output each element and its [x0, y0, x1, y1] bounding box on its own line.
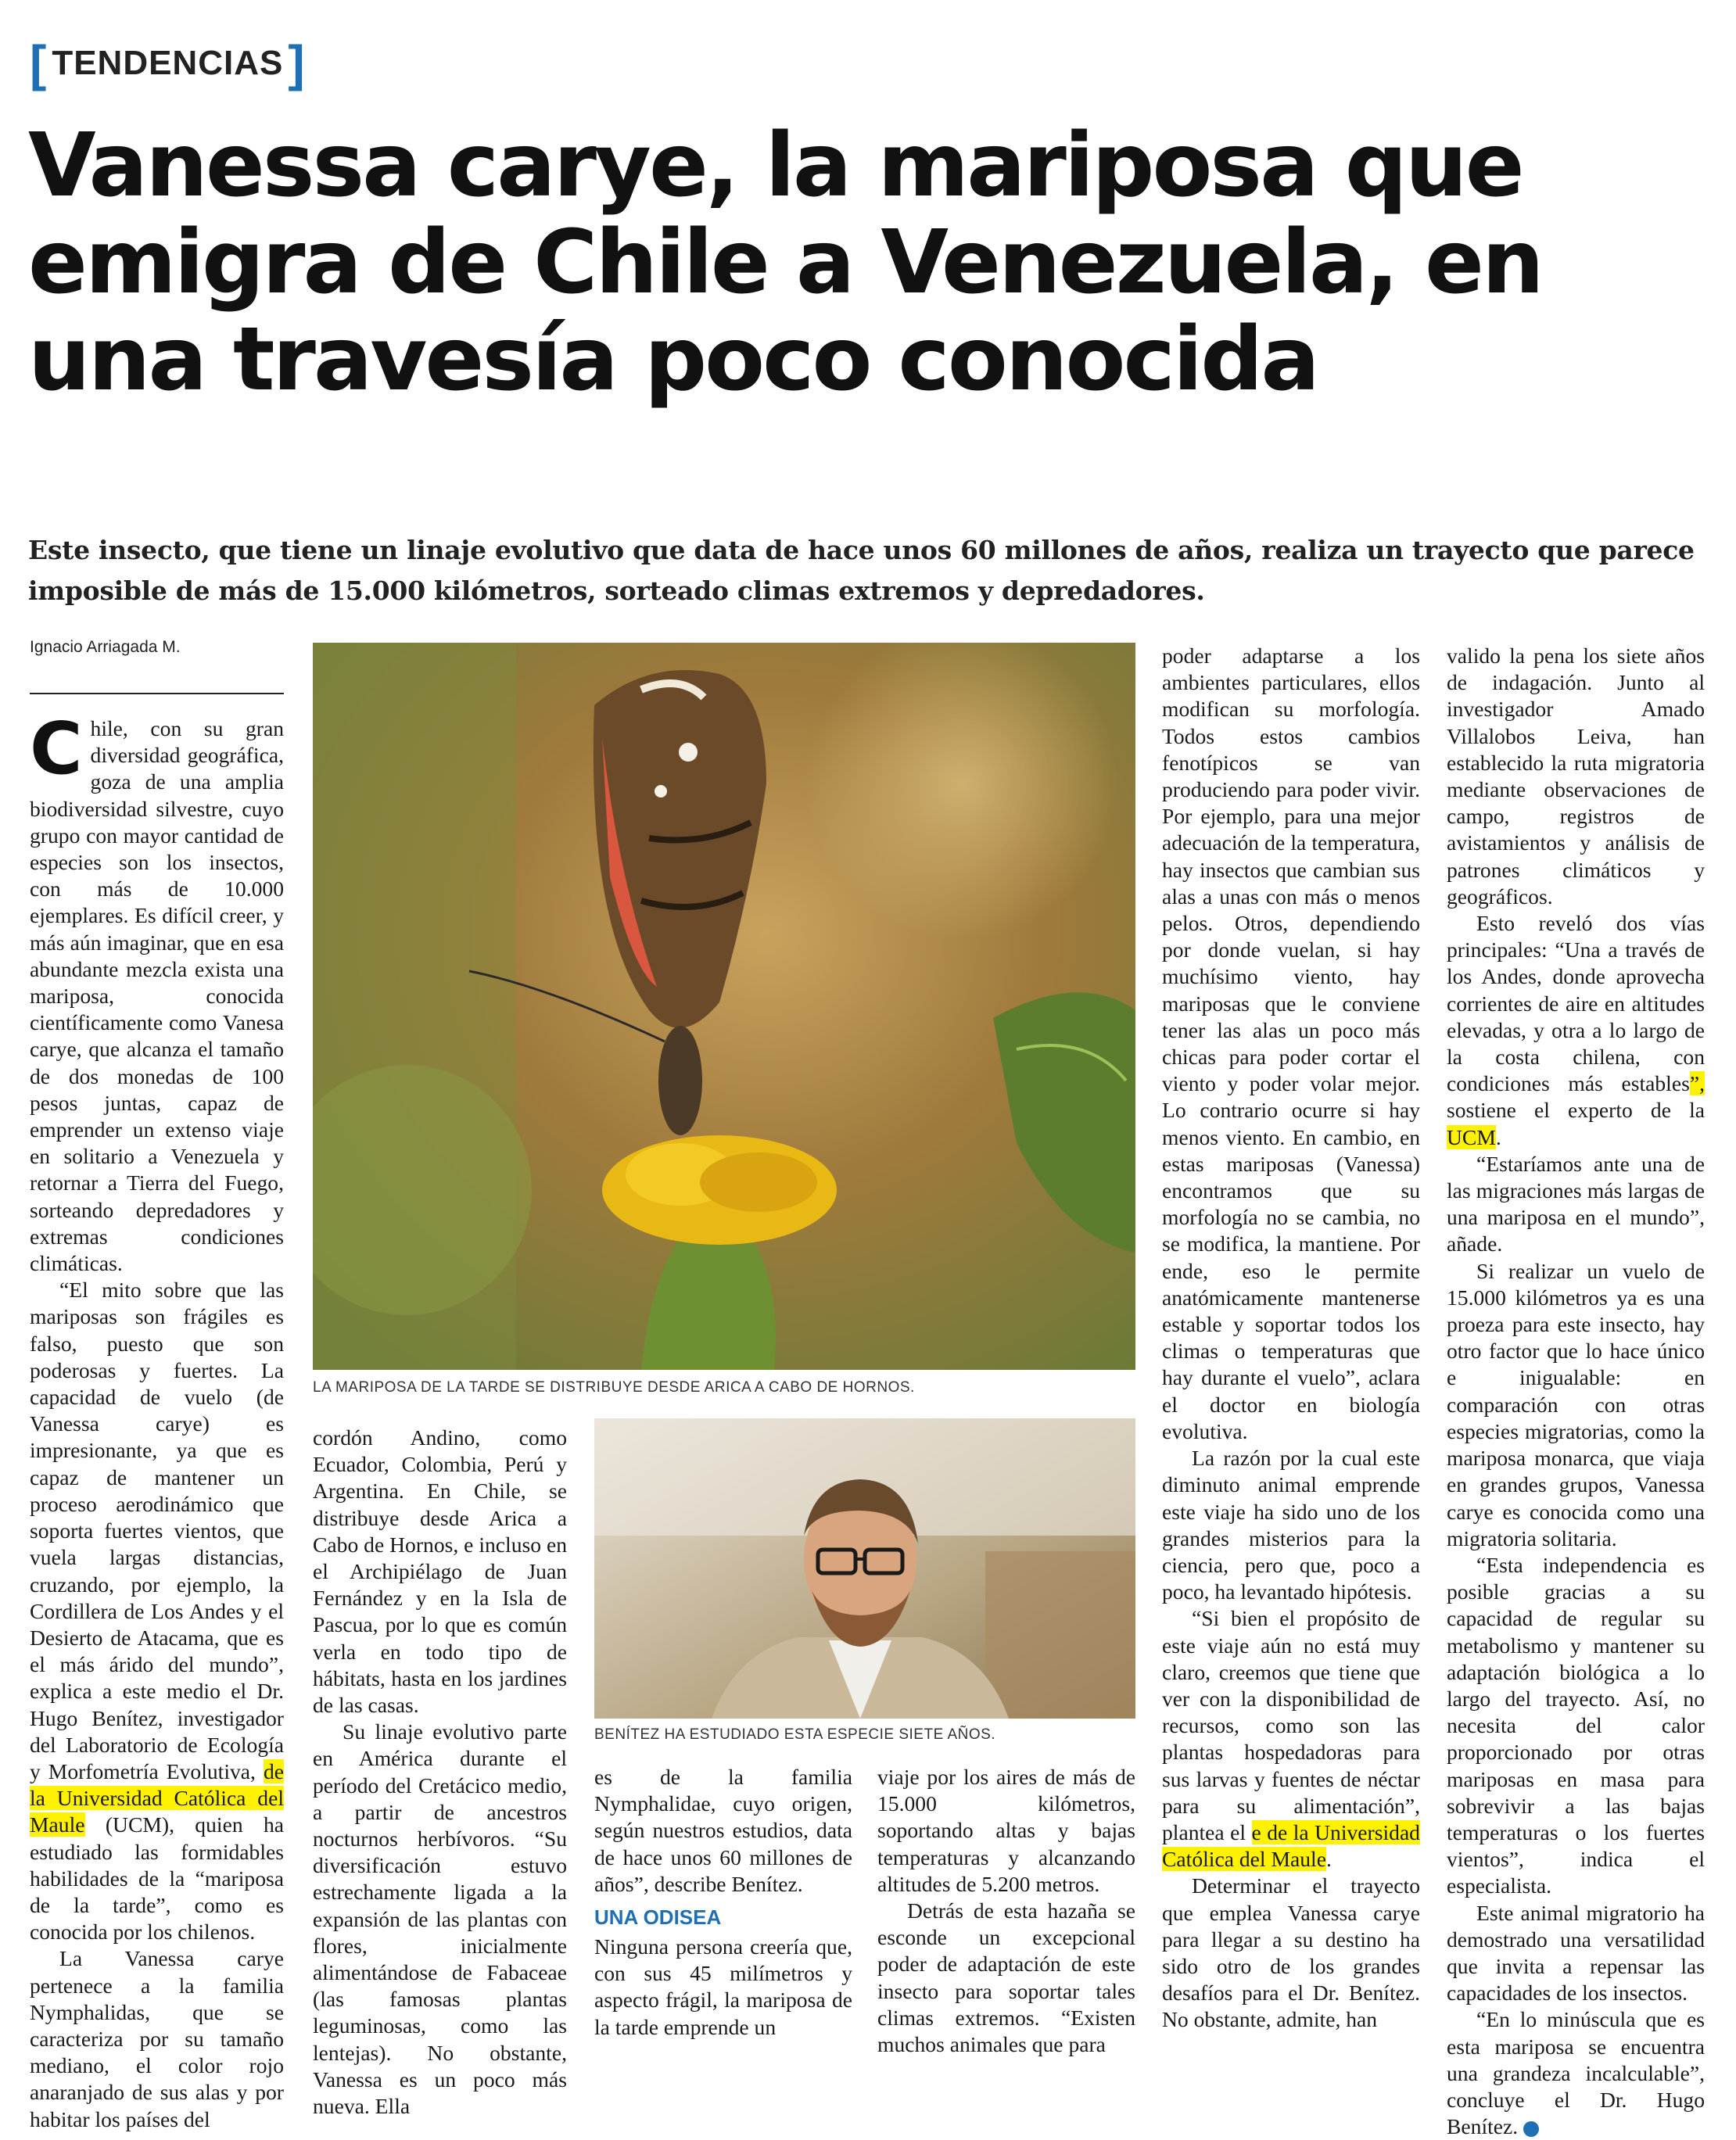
- paragraph: Ninguna persona creería que, con sus 45 milímetros y aspecto frágil, la mariposa de la tarde emprende un: [594, 1934, 852, 2039]
- paragraph: Su linaje evolutivo parte en América durante el período del Cretácico medio, a partir de ancestros nocturnos herbívoros. “Su diversificación estuvo estrechamente ligada a la expansión de las plantas con flores, inicialmente alimentándose de Fabaceae (las famosas plantas leguminosas, como las lentejas). No obstante, Vanessa es un poco más nueva. Ella: [313, 1719, 567, 2119]
- column-4: [877, 1764, 1135, 2058]
- paragraph: “El mito sobre que las mariposas son frágiles es falso, puesto que son poderosas y fuertes. La capacidad de vuelo (de Vanessa carye) es impresionante, ya que es capaz de mantener un proceso aerodinámico que soporta fuertes vientos, que vuela largas distancias, cruzando, por ejemplo, la Cordillera de Los Andes y el Desierto de Atacama, que es el más árido del mundo”, explica a este medio el Dr. Hugo Benítez, investigador del Laboratorio de Ecología y Morfometría Evolutiva, de la Universidad Católica del Maule (UCM), quien ha estudiado las formidables habilidades de la “mariposa de la tarde”, como es conocida por los chilenos.: [30, 1278, 284, 1945]
- butterfly-photo: [313, 643, 1135, 1370]
- paragraph: La razón por la cual este diminuto animal emprende este viaje ha sido uno de los grandes misterios para la ciencia, pero que, poco a poco, ha levantado hipótesis.: [1162, 1446, 1420, 1604]
- column-3: [594, 1764, 852, 2041]
- highlighted-text: de la Universidad Católica del Maule: [30, 1758, 284, 1837]
- portrait-photo: [594, 1418, 1135, 1719]
- section-bracket-right: ]: [288, 35, 306, 91]
- paragraph: Determinar el trayecto que emplea Vanessa carye para llegar a su destino ha sido otro de los grandes desafíos para el Dr. Benítez. No obstante, admite, han: [1162, 1873, 1420, 2032]
- subheading: UNA ODISEA: [594, 1905, 722, 1930]
- dropcap: C: [30, 707, 83, 790]
- paragraph: La Vanessa carye pertenece a la familia Nymphalidas, que se caracteriza por su tamaño mediano, el color rojo anaranjado de sus alas y por habitar los países del: [30, 1946, 284, 2131]
- byline-rule: [30, 693, 284, 694]
- portrait-caption: BENÍTEZ HA ESTUDIADO ESTA ESPECIE SIETE AÑOS.: [594, 1726, 996, 1743]
- butterfly-caption: LA MARIPOSA DE LA TARDE SE DISTRIBUYE DESDE ARICA A CABO DE HORNOS.: [313, 1379, 915, 1396]
- paragraph: “Esta independencia es posible gracias a su capacidad de regular su metabolismo y mantener su adaptación biológica a lo largo del trayecto. Así, no necesita del calor proporcionado por otras mariposas en masa para sobrevivir a las bajas temperaturas o los fuertes vientos”, indica el especialista.: [1447, 1552, 1705, 1898]
- paragraph: Este animal migratorio ha demostrado una versatilidad que invita a repensar las capacidades de los insectos.: [1447, 1900, 1705, 2006]
- section-bracket-left: [: [30, 35, 48, 91]
- paragraph: Detrás de esta hazaña se esconde un excepcional poder de adaptación de este insecto para soportar tales climas extremos. “Existen muchos animales que para: [877, 1898, 1135, 2057]
- paragraph: poder adaptarse a los ambientes particulares, ellos modifican su morfología. Todos estos cambios fenotípicos se van produciendo para poder vivir. Por ejemplo, para una mejor adecuación de la temperatura, hay insectos que cambian sus alas a unas con más o menos pelos. Otros, dependiendo por donde vuelan, si hay muchísimo viento, hay mariposas que le conviene tener las alas un poco más chicas para poder cortar el viento y poder volar mejor. Lo contrario ocurre si hay menos viento. En cambio, en estas mariposas (Vanessa) encontramos que su morfología no se cambia, no se modifica, la mantiene. Por ende, eso le permite anatómicamente mantenerse estable y soportar todos los climas o temperaturas que hay durante el vuelo”, aclara el doctor en biología evolutiva.: [1162, 643, 1420, 1443]
- highlighted-text: e de la Universidad Católica del Maule: [1162, 1819, 1420, 1872]
- paragraph: es de la familia Nymphalidae, cuyo origen, según nuestros estudios, data de hace unos 60 millones de años”, describe Benítez.: [594, 1765, 852, 1896]
- highlighted-text: ”,: [1689, 1071, 1705, 1096]
- section-tag: [30, 35, 306, 91]
- paragraph: Si realizar un vuelo de 15.000 kilómetros ya es una proeza para este insecto, hay otro factor que lo hace único e inigualable: en comparación con otras especies migratorias, como la mariposa monarca, que viaja en grandes grupos, Vanessa carye es conocida como una migratoria solitaria.: [1447, 1258, 1705, 1550]
- column-6: [1447, 643, 1705, 2140]
- column-5: [1162, 643, 1420, 2034]
- paragraph: “En lo minúscula que es esta mariposa se encuentra una grandeza incalculable”, concluye el Dr. Hugo Benítez. ✪: [1447, 2007, 1705, 2139]
- paragraph: “Si bien el propósito de este viaje aún no está muy claro, creemos que tiene que ver con la disponibilidad de recursos, como son las plantas hospedadoras para sus larvas y fuentes de néctar para su alimentación”, plantea el e de la Universidad Católica del Maule.: [1162, 1606, 1420, 1872]
- paragraph: valido la pena los siete años de indagación. Junto al investigador Amado Villalobos Leiva, han establecido la ruta migratoria mediante observaciones de campo, registros de avistamientos y análisis de patrones climáticos y geográficos.: [1447, 643, 1705, 909]
- byline: Ignacio Arriagada M.: [30, 638, 181, 656]
- column-1: [30, 707, 284, 2133]
- section-label: TENDENCIAS: [52, 44, 284, 82]
- deck: Este insecto, que tiene un linaje evolutivo que data de hace unos 60 millones de años, realiza un trayecto que parece imposible de más de 15.000 kilómetros, sorteado climas extremos y depredadores.: [28, 535, 1695, 606]
- column-2: [313, 1425, 567, 2120]
- paragraph: “Estaríamos ante una de las migraciones más largas de una mariposa en el mundo”, añade.: [1447, 1151, 1705, 1256]
- lead-paragraph: Chile, con su gran diversidad geográfica, goza de una amplia biodiversidad silvestre, cuyo grupo con mayor cantidad de especies son los insectos, con más de 10.000 ejemplares. Es difícil creer, y más aún imaginar, que en esa abundante mezcla exista una mariposa, conocida científicamente como Vanesa carye, que alcanza el tamaño de dos monedas de 100 pesos juntas, capaz de emprender un extenso viaje en solitario a Venezuela y retornar a Tierra del Fuego, sorteando depredadores y extremas condiciones climáticas.: [30, 707, 284, 1276]
- end-mark-icon: ✪: [1523, 2121, 1539, 2137]
- paragraph: Esto reveló dos vías principales: “Una a través de los Andes, donde aprovecha corrientes de aire en altitudes elevadas, y otra a lo largo de la costa chilena, con condiciones más estables”, sostiene el experto de la UCM.: [1447, 911, 1705, 1149]
- paragraph: viaje por los aires de más de 15.000 kilómetros, soportando altas y bajas temperaturas y alcanzando altitudes de 5.200 metros.: [877, 1765, 1135, 1896]
- paragraph: cordón Andino, como Ecuador, Colombia, Perú y Argentina. En Chile, se distribuye desde Arica a Cabo de Hornos, e incluso en el Archipiélago de Juan Fernández y en la Isla de Pascua, por lo que es común verla en todo tipo de hábitats, hasta en los jardines de las casas.: [313, 1425, 567, 1718]
- headline: Vanessa carye, la mariposa que emigra de Chile a Venezuela, en una travesía poco conocida: [28, 115, 1542, 410]
- highlighted-text: UCM: [1447, 1124, 1496, 1149]
